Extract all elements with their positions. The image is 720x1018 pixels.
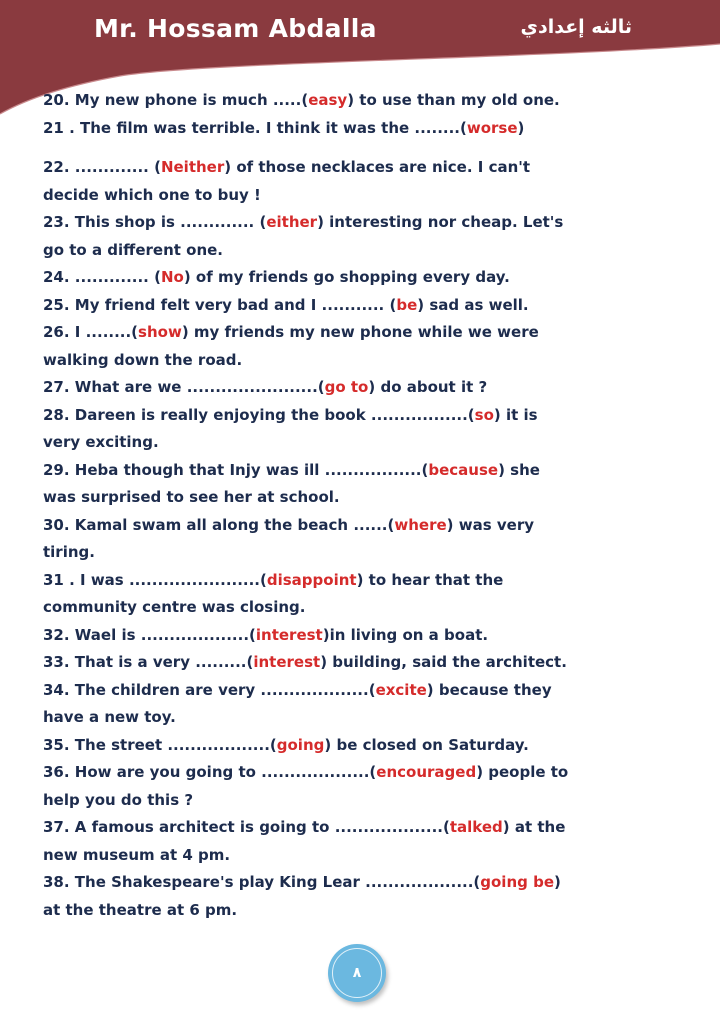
exercise-text: ) to use than my old one.: [347, 91, 560, 109]
exercise-item: [43, 759, 623, 814]
exercise-text: ) my friends my new phone while we were: [181, 323, 539, 341]
exercise-item: [43, 457, 623, 512]
exercise-text: ) was very: [446, 515, 534, 534]
keyword-hint: go to: [324, 378, 369, 396]
exercise-text: walking down the road.: [43, 350, 243, 369]
exercise-text: 37. A famous architect is going to ...................(: [43, 818, 450, 836]
exercise-line: [43, 484, 623, 512]
exercise-line: [43, 567, 623, 595]
exercise-line: [43, 374, 623, 402]
keyword-hint: worse: [466, 118, 518, 137]
exercise-text: 32. Wael is ...................(: [43, 625, 256, 644]
page-number: ٨: [328, 944, 386, 1002]
exercise-item: [43, 649, 623, 677]
exercise-text: ) to hear that the: [356, 570, 504, 589]
keyword-hint: because: [428, 460, 499, 479]
keyword-hint: disappoint: [266, 570, 357, 589]
exercise-text: 28. Dareen is really enjoying the book .................(: [43, 405, 475, 424]
section-gap: [43, 142, 623, 154]
keyword-hint: excite: [375, 680, 427, 699]
exercise-line: [43, 429, 623, 457]
teacher-name: Mr. Hossam Abdalla: [94, 14, 377, 43]
exercise-item: [43, 87, 623, 115]
exercise-line: [43, 402, 623, 430]
exercise-text: 34. The children are very ...................(: [43, 680, 376, 699]
exercise-text: 25. My friend felt very bad and I ........... (: [43, 295, 397, 314]
keyword-hint: talked: [449, 818, 503, 836]
exercise-text: 29. Heba though that Injy was ill .................(: [43, 460, 429, 479]
exercise-text: ) she: [498, 460, 540, 479]
exercise-item: [43, 402, 623, 457]
exercise-text: ) sad as well.: [417, 295, 529, 314]
exercise-text: ) be closed on Saturday.: [324, 735, 529, 754]
exercise-text: 31 . I was .......................(: [43, 570, 267, 589]
keyword-hint: where: [394, 515, 447, 534]
exercise-line: [43, 457, 623, 485]
grade-label: ثالثه إعدادي: [520, 16, 632, 38]
exercise-item: [43, 512, 623, 567]
exercise-line: [43, 209, 623, 237]
exercise-item: [43, 622, 623, 650]
exercise-text: ) at the: [502, 818, 566, 836]
keyword-hint: show: [138, 323, 182, 341]
exercise-text: ) of those necklaces are nice. I can't: [224, 158, 531, 176]
exercise-line: [43, 759, 623, 787]
exercise-text: 26. I ........(: [43, 323, 139, 341]
exercise-text: 27. What are we .......................(: [43, 378, 325, 396]
page-number-ring: [332, 948, 382, 998]
exercise-line: [43, 347, 623, 375]
exercise-text: ) of my friends go shopping every day.: [183, 268, 510, 286]
exercise-text: ): [517, 118, 525, 137]
keyword-hint: either: [266, 213, 318, 231]
keyword-hint: going be: [480, 873, 554, 891]
exercise-line: [43, 649, 623, 677]
exercise-item: [43, 319, 623, 374]
exercise-item: [43, 732, 623, 760]
exercise-text: 21 . The film was terrible. I think it was the ........(: [43, 118, 467, 137]
exercise-item: [43, 677, 623, 732]
exercise-item: [43, 209, 623, 264]
exercise-item: [43, 869, 623, 924]
exercise-text: community centre was closing.: [43, 598, 306, 616]
exercise-item: [43, 154, 623, 209]
exercise-line: [43, 732, 623, 760]
exercise-text: new museum at 4 pm.: [43, 845, 231, 864]
exercise-text: 35. The street ..................(: [43, 735, 277, 754]
exercise-item: [43, 814, 623, 869]
exercise-text: was surprised to see her at school.: [43, 488, 340, 506]
exercise-line: [43, 814, 623, 842]
exercise-text: 33. That is a very .........(: [43, 653, 254, 671]
exercise-line: [43, 292, 623, 320]
exercise-item: [43, 115, 623, 143]
keyword-hint: Neither: [160, 158, 225, 176]
exercise-line: [43, 622, 623, 650]
exercise-text: decide which one to buy !: [43, 185, 261, 204]
exercise-text: ) interesting nor cheap. Let's: [317, 213, 564, 231]
exercise-text: go to a different one.: [43, 240, 224, 259]
exercise-item: [43, 292, 623, 320]
exercise-text: help you do this ?: [43, 790, 194, 809]
exercise-text: 24. ............. (: [43, 268, 161, 286]
exercise-text: tiring.: [43, 543, 95, 561]
exercise-item: [43, 264, 623, 292]
exercise-text: 20. My new phone is much .....(: [43, 91, 309, 109]
exercise-line: [43, 115, 623, 143]
exercise-line: [43, 677, 623, 705]
exercise-line: [43, 897, 623, 925]
exercise-line: [43, 787, 623, 815]
exercise-text: 22. ............. (: [43, 158, 161, 176]
keyword-hint: interest: [255, 625, 323, 644]
exercise-line: [43, 319, 623, 347]
exercise-item: [43, 374, 623, 402]
exercise-line: [43, 539, 623, 567]
exercise-line: [43, 154, 623, 182]
exercise-line: [43, 869, 623, 897]
exercise-item: [43, 567, 623, 622]
exercise-text: ) people to: [476, 763, 569, 781]
keyword-hint: interest: [253, 653, 321, 671]
keyword-hint: so: [474, 405, 494, 424]
keyword-hint: No: [160, 268, 184, 286]
exercise-text: 36. How are you going to ...................(: [43, 763, 377, 781]
page-number-badge: [328, 944, 386, 1002]
exercise-text: ) do about it ?: [368, 378, 488, 396]
exercise-text: ) building, said the architect.: [320, 653, 567, 671]
exercise-line: [43, 87, 623, 115]
exercise-text: ) because they: [426, 680, 552, 699]
keyword-hint: encouraged: [376, 763, 477, 781]
exercise-text: at the theatre at 6 pm.: [43, 900, 238, 919]
exercise-text: ): [554, 873, 561, 891]
keyword-hint: going: [276, 735, 325, 754]
exercise-text: 23. This shop is ............. (: [43, 213, 267, 231]
exercise-text: have a new toy.: [43, 708, 176, 726]
exercise-text: )in living on a boat.: [322, 625, 489, 644]
keyword-hint: be: [396, 295, 418, 314]
exercise-text: 38. The Shakespeare's play King Lear ...................(: [43, 873, 481, 891]
exercise-line: [43, 704, 623, 732]
exercise-line: [43, 237, 623, 265]
exercise-line: [43, 264, 623, 292]
keyword-hint: easy: [308, 91, 348, 109]
exercise-line: [43, 594, 623, 622]
exercise-line: [43, 512, 623, 540]
exercise-line: [43, 842, 623, 870]
exercise-list: [43, 87, 623, 924]
exercise-text: ) it is: [493, 405, 538, 424]
exercise-line: [43, 182, 623, 210]
exercise-text: very exciting.: [43, 433, 159, 451]
exercise-text: 30. Kamal swam all along the beach ......(: [43, 515, 395, 534]
